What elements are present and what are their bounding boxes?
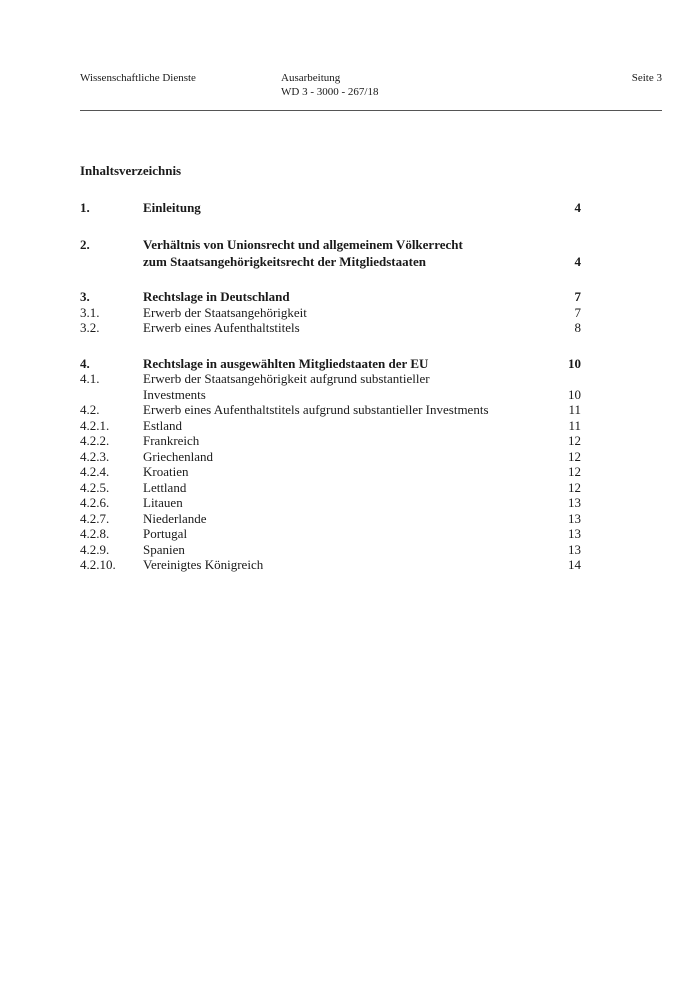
toc-entry-page: 11 <box>568 402 581 417</box>
toc-entry-number: 1. <box>80 200 90 215</box>
toc-entry-4-2-7[interactable] <box>80 511 581 527</box>
toc-entry-number: 3.1. <box>80 304 100 320</box>
toc-entry-page: 12 <box>568 464 581 479</box>
toc-entry-4[interactable] <box>80 356 581 372</box>
toc-entry-4-2-2[interactable] <box>80 433 581 449</box>
toc-entry-page: 10 <box>568 386 581 402</box>
toc-entry-4-2-9[interactable] <box>80 542 581 558</box>
toc-entry-number: 3. <box>80 289 90 304</box>
toc-entry-4-1[interactable] <box>80 371 581 387</box>
toc-entry-page: 13 <box>568 510 581 526</box>
toc-entry-page: 13 <box>568 541 581 557</box>
toc-entry-text: Rechtslage in ausgewählten Mitgliedstaaten der EU <box>143 355 429 371</box>
toc-entry-page: 13 <box>568 495 581 510</box>
toc-entry-number: 4.2. <box>80 402 100 417</box>
toc-entry-text: Spanien <box>143 541 185 557</box>
toc-entry-number: 4. <box>80 355 90 371</box>
toc-entry-number: 4.2.1. <box>80 417 110 433</box>
toc-entry-text-continued: zum Staatsangehörigkeitsrecht der Mitgliedstaaten <box>143 253 426 269</box>
toc-entry-page: 13 <box>568 526 581 541</box>
toc-entry-page: 11 <box>568 417 581 433</box>
toc-entry-4-2-6[interactable] <box>80 495 581 511</box>
toc-entry-text: Erwerb der Staatsangehörigkeit <box>143 304 307 320</box>
toc-entry-number: 4.2.2. <box>80 433 110 448</box>
toc-entry-page: 7 <box>574 289 581 304</box>
table-of-contents <box>80 200 581 573</box>
toc-entry-page: 12 <box>568 479 581 495</box>
toc-entry-page: 10 <box>568 355 581 371</box>
toc-entry-text: Erwerb eines Aufenthaltstitels aufgrund substantieller Investments <box>143 402 489 417</box>
toc-entry-text: Erwerb der Staatsangehörigkeit aufgrund substantieller <box>143 371 430 386</box>
toc-entry-number: 3.2. <box>80 320 100 335</box>
header-doc-info <box>281 71 378 99</box>
toc-entry-text: Rechtslage in Deutschland <box>143 289 290 304</box>
toc-entry-page: 4 <box>574 253 581 269</box>
toc-entry-text: Vereinigtes Königreich <box>143 557 264 572</box>
toc-entry-number: 4.2.4. <box>80 464 110 479</box>
toc-entry-number: 4.2.3. <box>80 448 110 464</box>
toc-entry-4-2-10[interactable] <box>80 557 581 573</box>
toc-entry-4-2-5[interactable] <box>80 480 581 496</box>
toc-entry-text: Lettland <box>143 479 187 495</box>
toc-entry-page: 4 <box>574 200 581 215</box>
toc-entry-number: 4.1. <box>80 371 100 386</box>
toc-entry-page: 12 <box>568 448 581 464</box>
header-doc-type: Ausarbeitung <box>281 72 341 84</box>
toc-entry-4-2-8[interactable] <box>80 526 581 542</box>
toc-entry-text: Einleitung <box>143 200 201 215</box>
toc-entry-4-2[interactable] <box>80 402 581 418</box>
header-page-label: Seite 3 <box>631 72 662 84</box>
toc-entry-page: 8 <box>574 320 581 335</box>
toc-entry-page: 14 <box>568 557 581 572</box>
toc-entry-number: 4.2.6. <box>80 495 110 510</box>
toc-entry-number: 4.2.9. <box>80 541 110 557</box>
toc-entry-number: 2. <box>80 236 90 252</box>
toc-entry-2[interactable] <box>80 237 581 253</box>
toc-entry-3-2[interactable] <box>80 320 581 336</box>
toc-entry-1[interactable] <box>80 200 581 216</box>
toc-entry-4-2-3[interactable] <box>80 449 581 465</box>
toc-entry-4-2-1[interactable] <box>80 418 581 434</box>
header-divider <box>80 110 662 111</box>
toc-entry-number: 4.2.10. <box>80 557 116 572</box>
header-org: Wissenschaftliche Dienste <box>80 72 196 84</box>
toc-entry-number: 4.2.5. <box>80 479 110 495</box>
toc-entry-2-cont[interactable] <box>80 254 581 270</box>
toc-entry-number: 4.2.8. <box>80 526 110 541</box>
header-doc-id: WD 3 - 3000 - 267/18 <box>281 86 379 98</box>
toc-entry-page: 12 <box>568 433 581 448</box>
toc-entry-text-continued: Investments <box>143 386 206 402</box>
toc-entry-text: Verhältnis von Unionsrecht und allgemeinem Völkerrecht <box>143 236 463 252</box>
toc-entry-text: Litauen <box>143 495 183 510</box>
toc-entry-text: Frankreich <box>143 433 200 448</box>
toc-entry-4-1-cont[interactable] <box>80 387 581 403</box>
toc-entry-text: Estland <box>143 417 182 433</box>
toc-entry-3[interactable] <box>80 289 581 305</box>
toc-entry-text: Niederlande <box>143 510 207 526</box>
toc-entry-text: Portugal <box>143 526 188 541</box>
toc-entry-3-1[interactable] <box>80 305 581 321</box>
toc-entry-4-2-4[interactable] <box>80 464 581 480</box>
toc-entry-text: Kroatien <box>143 464 189 479</box>
toc-entry-text: Erwerb eines Aufenthaltstitels <box>143 320 300 335</box>
toc-title: Inhaltsverzeichnis <box>80 163 182 178</box>
toc-entry-page: 7 <box>574 304 581 320</box>
toc-entry-text: Griechenland <box>143 448 214 464</box>
toc-entry-number: 4.2.7. <box>80 510 110 526</box>
